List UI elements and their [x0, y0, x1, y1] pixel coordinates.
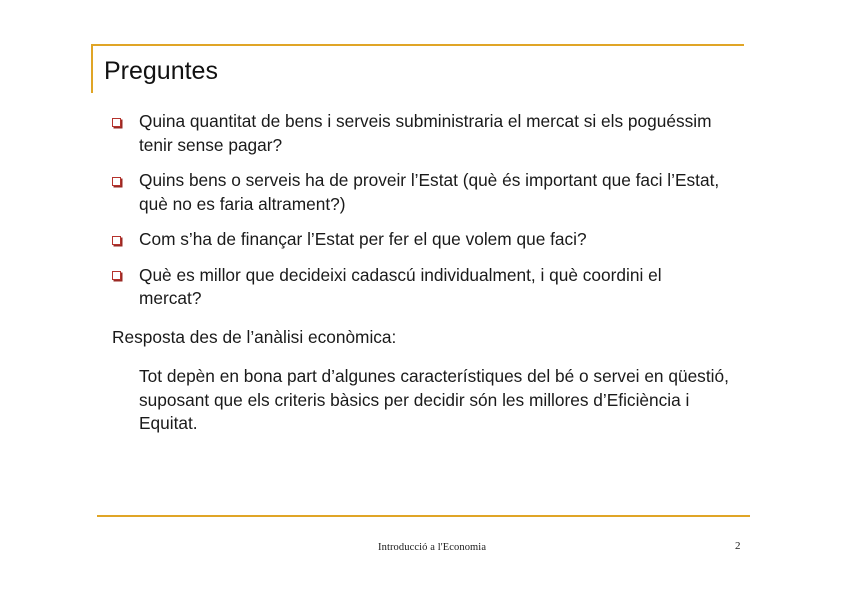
square-bullet-icon [112, 271, 121, 280]
question-item [110, 264, 722, 311]
footer-rule [97, 515, 750, 517]
question-item [110, 169, 722, 216]
question-text: Què es millor que decideixi cadascú individualment, i què coordini el mercat? [139, 264, 662, 308]
square-bullet-icon [112, 236, 121, 245]
title-rule-left [91, 44, 93, 93]
question-list [110, 110, 722, 323]
question-text: Com s’ha de finançar l’Estat per fer el que volem que faci? [139, 229, 587, 249]
question-text: Quins bens o serveis ha de proveir l’Estat (què és important que faci l’Estat, què no es faria altrament?) [139, 170, 720, 214]
footer-text: Introducció a l'Economia [378, 542, 487, 553]
answer-text: Tot depèn en bona part d’algunes característiques del bé o servei en qüestió, suposant que els criteris bàsics per decidir són les millores d’Eficiència i Equitat. [139, 366, 729, 433]
question-item [110, 110, 722, 157]
title-rule-top [91, 44, 744, 46]
square-bullet-icon [112, 118, 121, 127]
answer-label: Resposta des de l’anàlisi econòmica: [112, 327, 397, 347]
page-number: 2 [735, 540, 741, 552]
question-item [110, 228, 722, 252]
slide-title: Preguntes [104, 57, 218, 85]
square-bullet-icon [112, 177, 121, 186]
question-text: Quina quantitat de bens i serveis subministraria el mercat si els poguéssim tenir sense pagar? [139, 111, 712, 155]
